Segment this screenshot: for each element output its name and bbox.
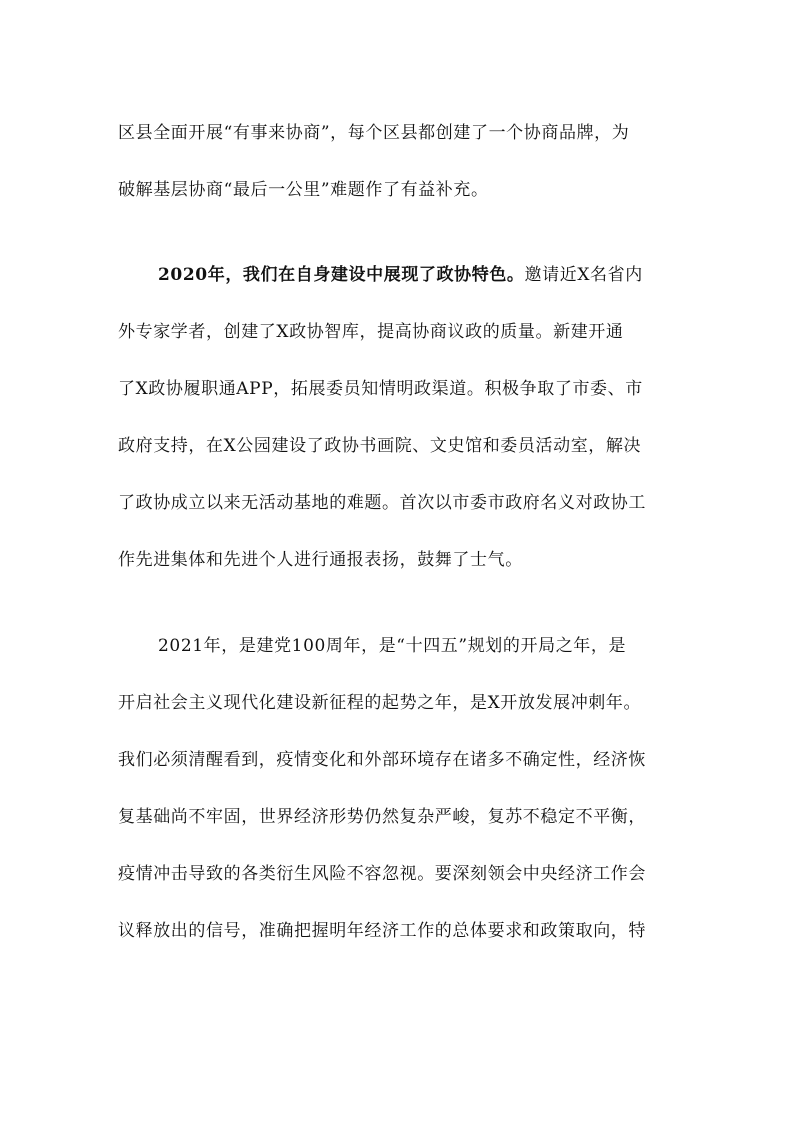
paragraph-line: 2021年，是建党100周年，是“十四五”规划的开局之年，是 <box>158 636 627 656</box>
paragraph-line: 政府支持，在X公园建设了政协书画院、文史馆和委员活动室，解决 <box>118 436 642 456</box>
bold-lead-sentence: 2020年，我们在自身建设中展现了政协特色。 <box>158 265 525 285</box>
paragraph-line: 破解基层协商“最后一公里”难题作了有益补充。 <box>118 180 489 200</box>
paragraph-line: 开启社会主义现代化建设新征程的起势之年，是X开放发展冲刺年。 <box>118 693 642 713</box>
paragraph-line: 疫情冲击导致的各类衍生风险不容忽视。要深刻领会中央经济工作会 <box>118 864 646 884</box>
paragraph-line: 复基础尚不牢固，世界经济形势仍然复杂严峻，复苏不稳定不平衡， <box>118 807 646 827</box>
paragraph-line: 议释放出的信号，准确把握明年经济工作的总体要求和政策取向，特 <box>118 921 646 941</box>
paragraph-lead-line <box>158 263 683 287</box>
paragraph-line: 我们必须清醒看到，疫情变化和外部环境存在诸多不确定性，经济恢 <box>118 750 646 770</box>
paragraph-line: 作先进集体和先进个人进行通报表扬，鼓舞了士气。 <box>118 550 523 570</box>
lead-line-rest: 邀请近X名省内 <box>524 265 643 285</box>
paragraph-line: 了政协成立以来无活动基地的难题。首次以市委市政府名义对政协工 <box>118 493 646 513</box>
paragraph-line: 了X政协履职通APP，拓展委员知情明政渠道。积极争取了市委、市 <box>118 379 643 399</box>
paragraph-line: 区县全面开展“有事来协商”，每个区县都创建了一个协商品牌，为 <box>118 123 630 143</box>
paragraph-line: 外专家学者，创建了X政协智库，提高协商议政的质量。新建开通 <box>118 322 624 342</box>
